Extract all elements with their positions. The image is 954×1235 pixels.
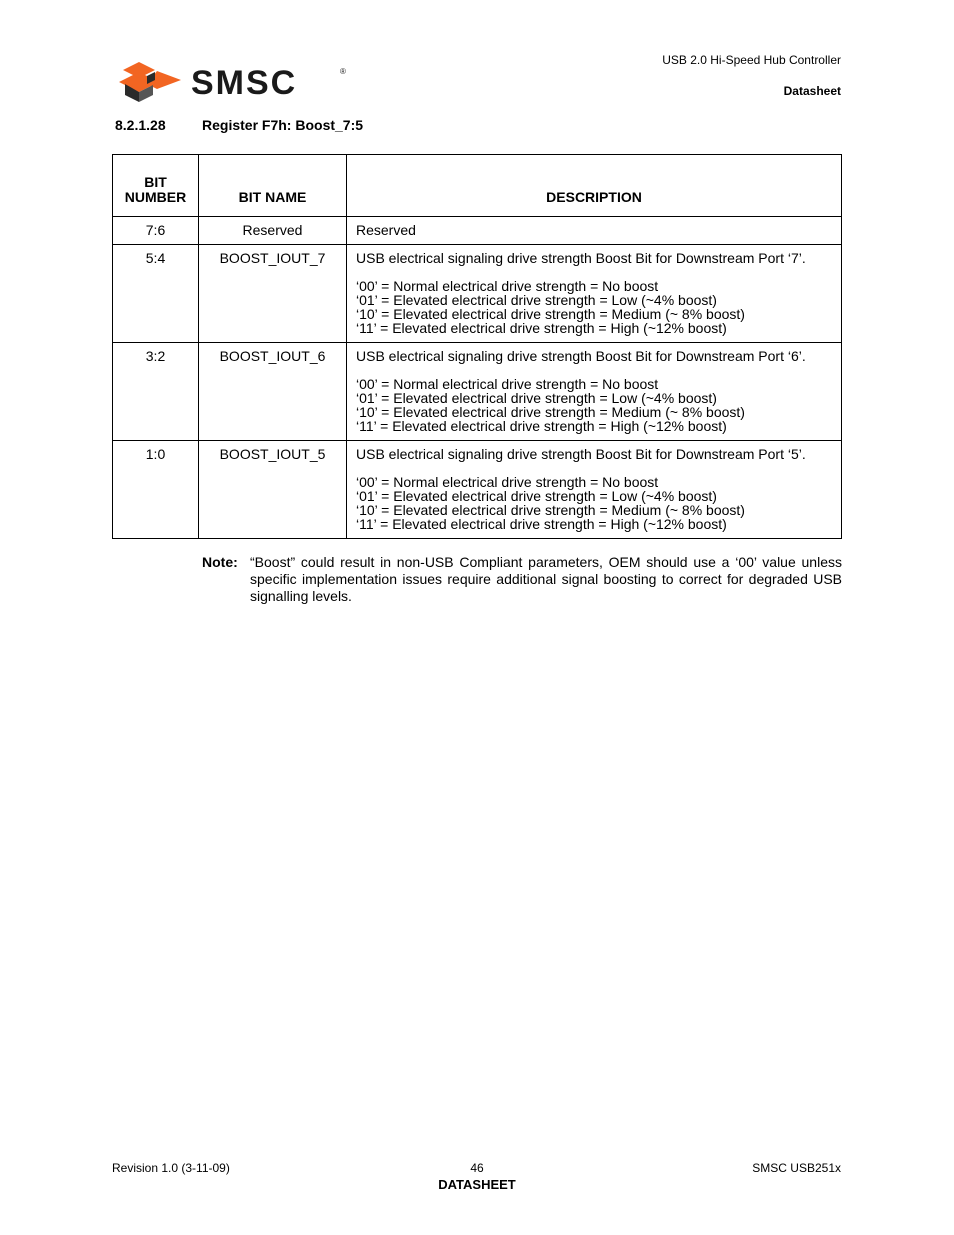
option-line: ‘10’ = Elevated electrical drive strength = Medium (~ 8% boost) bbox=[356, 306, 745, 322]
header-bit-number-line2: NUMBER bbox=[124, 189, 187, 205]
option-line: ‘00’ = Normal electrical drive strength = No boost bbox=[356, 278, 659, 294]
option-line: ‘00’ = Normal electrical drive strength = No boost bbox=[356, 474, 659, 490]
cell-bits: 5:4 bbox=[113, 245, 199, 343]
cell-bits: 1:0 bbox=[113, 441, 199, 539]
option-line: ‘01’ = Elevated electrical drive strength = Low (~4% boost) bbox=[356, 390, 717, 406]
option-line: ‘11’ = Elevated electrical drive strength = High (~12% boost) bbox=[356, 418, 727, 434]
option-line: ‘10’ = Elevated electrical drive strength = Medium (~ 8% boost) bbox=[356, 404, 745, 420]
description-text: USB electrical signaling drive strength Boost Bit for Downstream Port ‘7’. bbox=[356, 250, 806, 266]
option-line: ‘11’ = Elevated electrical drive strength = High (~12% boost) bbox=[356, 516, 727, 532]
register-table bbox=[112, 154, 842, 539]
description-text: USB electrical signaling drive strength Boost Bit for Downstream Port ‘6’. bbox=[356, 348, 806, 364]
header-bit-number bbox=[113, 155, 199, 217]
option-line: ‘10’ = Elevated electrical drive strength = Medium (~ 8% boost) bbox=[356, 502, 745, 518]
logo-text: SMSC bbox=[191, 64, 298, 102]
section-title: Register F7h: Boost_7:5 bbox=[202, 117, 364, 133]
cell-name: BOOST_IOUT_6 bbox=[199, 343, 347, 441]
header-doc-type: Datasheet bbox=[783, 84, 841, 98]
description-text: USB electrical signaling drive strength Boost Bit for Downstream Port ‘5’. bbox=[356, 446, 806, 462]
table-row bbox=[113, 441, 842, 539]
footer-product: SMSC USB251x bbox=[752, 1161, 841, 1175]
option-line: ‘00’ = Normal electrical drive strength = No boost bbox=[356, 376, 659, 392]
note-label: Note: bbox=[202, 554, 238, 570]
option-line: ‘01’ = Elevated electrical drive strength = Low (~4% boost) bbox=[356, 488, 717, 504]
logo-mark-icon bbox=[119, 62, 181, 102]
table-header-row bbox=[113, 155, 842, 217]
header-bit-name: BIT NAME bbox=[199, 155, 347, 217]
note-block bbox=[202, 554, 842, 605]
header-bit-number-line1: BIT bbox=[144, 174, 167, 190]
option-line: ‘01’ = Elevated electrical drive strength = Low (~4% boost) bbox=[356, 292, 717, 308]
footer-page-number: 46 bbox=[470, 1161, 484, 1175]
footer-revision: Revision 1.0 (3-11-09) bbox=[112, 1161, 230, 1175]
smsc-logo bbox=[117, 60, 357, 104]
table-row bbox=[113, 217, 842, 245]
cell-name: BOOST_IOUT_7 bbox=[199, 245, 347, 343]
cell-description bbox=[347, 343, 842, 441]
cell-description bbox=[347, 245, 842, 343]
table-row bbox=[113, 245, 842, 343]
cell-bits: 3:2 bbox=[113, 343, 199, 441]
cell-description: Reserved bbox=[347, 217, 842, 245]
table-row bbox=[113, 343, 842, 441]
cell-bits: 7:6 bbox=[113, 217, 199, 245]
note-text: “Boost” could result in non-USB Compliant parameters, OEM should use a ‘00’ value unless specific implementation issues require additional signal boosting to correct for degraded USB signalling levels. bbox=[250, 554, 842, 604]
cell-name: BOOST_IOUT_5 bbox=[199, 441, 347, 539]
logo-registered: ® bbox=[340, 67, 346, 76]
option-line: ‘11’ = Elevated electrical drive strength = High (~12% boost) bbox=[356, 320, 727, 336]
section-heading bbox=[115, 117, 363, 133]
cell-description bbox=[347, 441, 842, 539]
section-number: 8.2.1.28 bbox=[115, 117, 166, 133]
header-description: DESCRIPTION bbox=[347, 155, 842, 217]
header-doc-title: USB 2.0 Hi-Speed Hub Controller bbox=[662, 53, 841, 67]
footer-datasheet-label: DATASHEET bbox=[438, 1177, 516, 1192]
cell-name: Reserved bbox=[199, 217, 347, 245]
